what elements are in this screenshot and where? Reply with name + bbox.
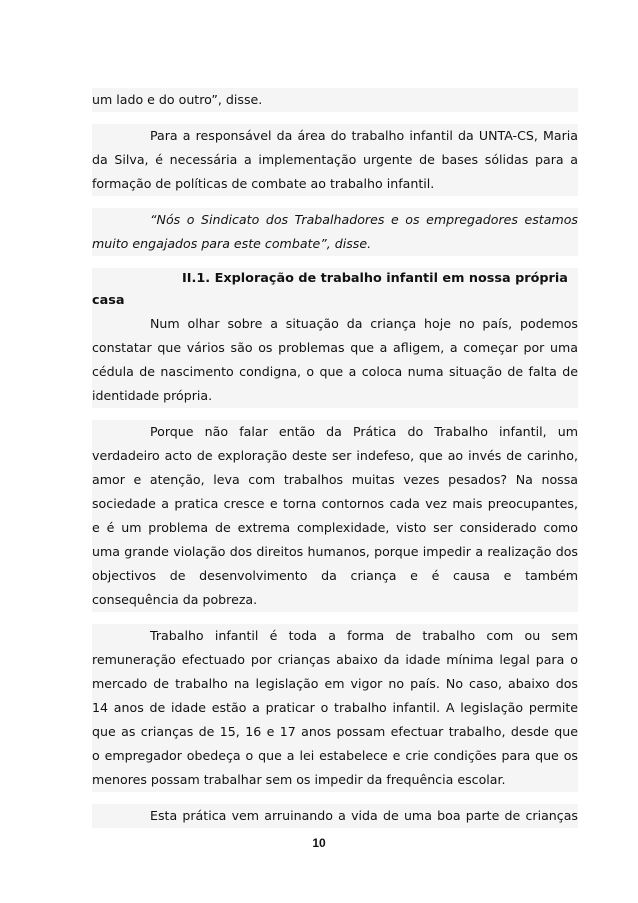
section-heading-line: casa xyxy=(92,293,125,308)
paragraph xyxy=(92,420,578,612)
paragraph xyxy=(92,124,578,196)
paragraph-line: remuneração efectuado por crianças abaixo da idade mínima legal para o xyxy=(92,652,578,667)
paragraph-line: verdadeiro acto de exploração deste ser indefeso, que ao invés de carinho, xyxy=(92,448,578,463)
paragraph-line: Porque não falar então da Prática do Trabalho infantil, um xyxy=(150,424,578,439)
paragraph-line: e é um problema de extrema complexidade, visto ser considerado como xyxy=(92,520,578,535)
document-page xyxy=(92,88,578,828)
paragraph-line: mercado de trabalho na legislação em vigor no país. No caso, abaixo dos xyxy=(92,676,578,691)
page-number: 10 xyxy=(312,836,326,850)
paragraph-line: sociedade a pratica cresce e torna contornos cada vez mais preocupantes, xyxy=(92,496,578,511)
paragraph-line: muito engajados para este combate”, disse. xyxy=(92,236,372,251)
paragraph-line: um lado e do outro”, disse. xyxy=(92,92,263,107)
paragraph-line: constatar que vários são os problemas que a afligem, a começar por uma xyxy=(92,340,578,355)
paragraph-line: Num olhar sobre a situação da criança hoje no país, podemos xyxy=(150,316,578,331)
paragraph-line: “Nós o Sindicato dos Trabalhadores e os empregadores estamos xyxy=(150,212,578,227)
paragraph-line: uma grande violação dos direitos humanos, porque impedir a realização dos xyxy=(92,544,578,559)
paragraph-line: cédula de nascimento condigna, o que a coloca numa situação de falta de xyxy=(92,364,578,379)
paragraph xyxy=(92,312,578,408)
section-heading xyxy=(92,268,578,312)
paragraph-line: consequência da pobreza. xyxy=(92,592,258,607)
paragraph-line: 14 anos de idade estão a praticar o trabalho infantil. A legislação permite xyxy=(92,700,578,715)
paragraph xyxy=(92,624,578,792)
paragraph-line: Trabalho infantil é toda a forma de trabalho com ou sem xyxy=(150,628,578,643)
paragraph-line: da Silva, é necessária a implementação urgente de bases sólidas para a xyxy=(92,152,578,167)
section-heading-line: II.1. Exploração de trabalho infantil em nossa própria xyxy=(182,271,568,286)
paragraph-line: objectivos de desenvolvimento da criança e é causa e também xyxy=(92,568,578,583)
paragraph-line: Esta prática vem arruinando a vida de uma boa parte de crianças xyxy=(150,808,578,823)
paragraph-line: o empregador obedeça o que a lei estabelece e crie condições para que os xyxy=(92,748,578,763)
paragraph-line: amor e atenção, leva com trabalhos muitas vezes pesados? Na nossa xyxy=(92,472,578,487)
paragraph-line: identidade própria. xyxy=(92,388,213,403)
quote-paragraph xyxy=(92,208,578,256)
paragraph-line: que as crianças de 15, 16 e 17 anos possam efectuar trabalho, desde que xyxy=(92,724,578,739)
paragraph-line: menores possam trabalhar sem os impedir da frequência escolar. xyxy=(92,772,506,787)
paragraph-line: Para a responsável da área do trabalho infantil da UNTA-CS, Maria xyxy=(150,128,578,143)
paragraph xyxy=(92,88,578,112)
paragraph-line: formação de políticas de combate ao trabalho infantil. xyxy=(92,176,435,191)
paragraph xyxy=(92,804,578,828)
